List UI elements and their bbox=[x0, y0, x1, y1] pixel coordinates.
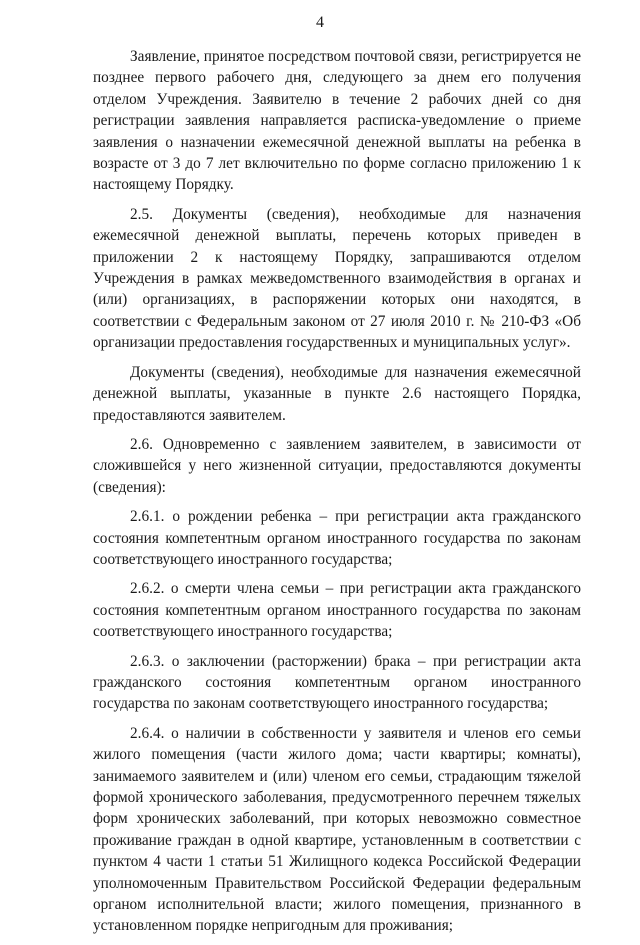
paragraph-2-6: 2.6. Одновременно с заявлением заявителем, в зависимости от сложившейся у него жизненной ситуации, предоставляются документы (сведения): bbox=[93, 435, 581, 496]
paragraph-2-6-1: 2.6.1. о рождении ребенка – при регистрации акта гражданского состояния компетентным органом иностранного государства по законам соответствующего иностранного государства; bbox=[93, 508, 581, 568]
paragraph-2-6-2: 2.6.2. о смерти члена семьи – при регистрации акта гражданского состояния компетентным органом иностранного государства по законам соответствующего иностранного государства; bbox=[93, 580, 581, 641]
paragraph-postal-application: Заявление, принятое посредством почтовой связи, регистрируется не позднее первого рабочего дня, следующего за днем его получения отделом Учреждения. Заявителю в течение 2 рабочих дней со дня регистрации заявления направляется расписка-уведомление о приеме заявления о назначении ежемесячной денежной выплаты на ребенка в возрасте от 3 до 7 лет включительно по форме согласно приложению 1 к настоящему Порядку. bbox=[93, 48, 581, 194]
paragraph-documents-by-applicant: Документы (сведения), необходимые для назначения ежемесячной денежной выплаты, указанные в пункте 2.6 настоящего Порядка, предоставляются заявителем. bbox=[93, 363, 581, 424]
paragraph-2-5: 2.5. Документы (сведения), необходимые для назначения ежемесячной денежной выплаты, перечень которых приведен в приложении 2 к настоящему Порядку, запрашиваются отделом Учреждения в рамках межведомственного взаимодействия в органах и (или) организациях, в распоряжении которых они находятся, в соответствии с Федеральным законом от 27 июля 2010 г. № 210-ФЗ «Об организации предоставления государственных и муниципальных услуг». bbox=[93, 205, 581, 352]
document-body bbox=[93, 46, 581, 945]
paragraph-2-6-4: 2.6.4. о наличии в собственности у заявителя и членов его семьи жилого помещения (части жилого дома; части квартиры; комнаты), занимаемого заявителем и (или) членом его семьи, страдающим тяжелой формой хронического заболевания, предусмотренного перечнем тяжелых форм хронических заболеваний, при которых невозможно совместное проживание граждан в одной квартире, установленным в соответствии с пунктом 4 части 1 статьи 51 Жилищного кодекса Российской Федерации уполномоченным Правительством Российской Федерации федеральным органом исполнительной власти; жилого помещения, признанного в установленном порядке непригодным для проживания; bbox=[93, 724, 581, 935]
page-number: 4 bbox=[316, 14, 324, 31]
paragraph-2-6-3: 2.6.3. о заключении (расторжении) брака – при регистрации акта гражданского состояния компетентным органом иностранного государства по законам соответствующего иностранного государства; bbox=[93, 652, 581, 713]
